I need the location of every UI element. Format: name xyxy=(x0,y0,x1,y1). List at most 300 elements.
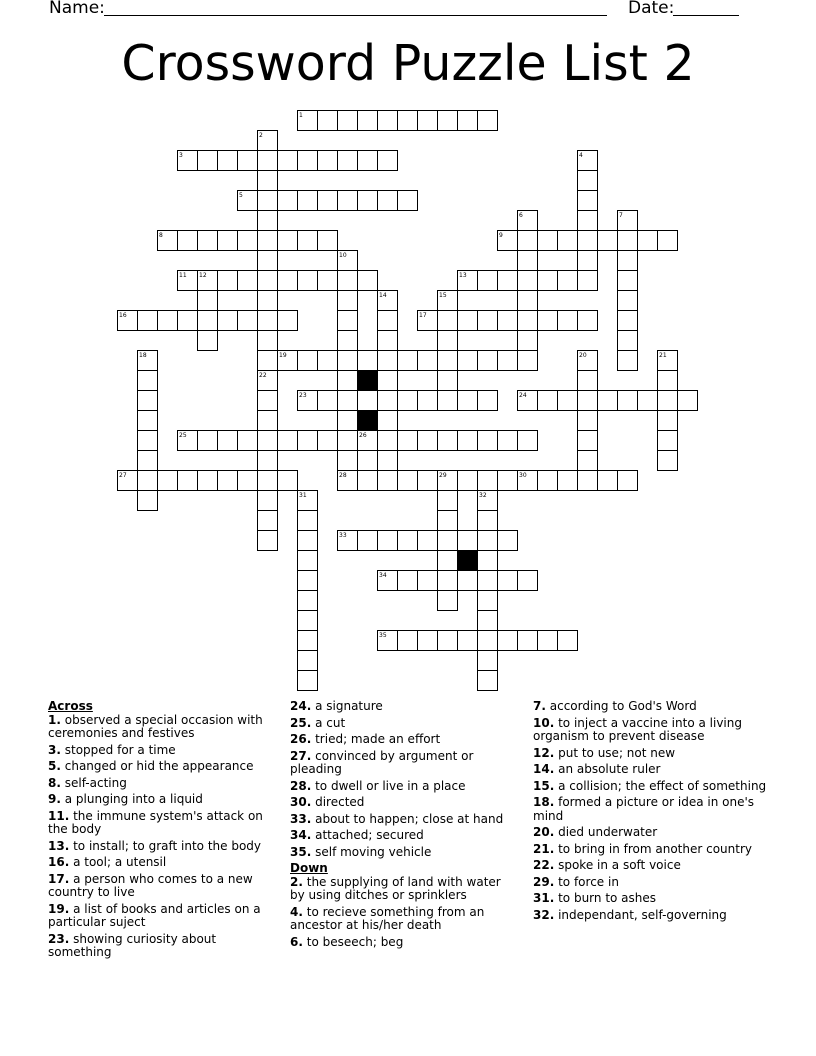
grid-cell[interactable] xyxy=(618,271,638,291)
grid-cell[interactable] xyxy=(258,271,278,291)
grid-cell[interactable] xyxy=(258,491,278,511)
grid-cell[interactable] xyxy=(558,391,578,411)
grid-cell[interactable] xyxy=(478,531,498,551)
clue-down-10: 10. to inject a vaccine into a living organism to prevent disease xyxy=(533,715,742,743)
grid-cell[interactable] xyxy=(518,331,538,351)
grid-cell[interactable] xyxy=(438,331,458,351)
grid-cell[interactable] xyxy=(218,431,238,451)
grid-cell[interactable] xyxy=(318,231,338,251)
grid-cell[interactable] xyxy=(238,311,258,331)
grid-cell[interactable] xyxy=(378,391,398,411)
grid-cell[interactable] xyxy=(298,611,318,631)
grid-cell[interactable] xyxy=(458,351,478,371)
grid-cell[interactable] xyxy=(458,111,478,131)
grid-cell[interactable] xyxy=(378,471,398,491)
grid-cell[interactable] xyxy=(378,351,398,371)
grid-cell[interactable] xyxy=(178,231,198,251)
grid-cell[interactable] xyxy=(658,371,678,391)
grid-cell[interactable] xyxy=(398,351,418,371)
grid-cell[interactable] xyxy=(258,431,278,451)
grid-cell[interactable] xyxy=(318,151,338,171)
grid-cell[interactable] xyxy=(518,291,538,311)
clue-down-31: 31. to burn to ashes xyxy=(533,891,657,905)
grid-cell[interactable] xyxy=(438,551,458,571)
grid-cell[interactable] xyxy=(478,651,498,671)
grid-cell[interactable] xyxy=(418,471,438,491)
grid-cell[interactable] xyxy=(338,291,358,311)
grid-cell[interactable] xyxy=(458,531,478,551)
grid-cell[interactable] xyxy=(578,191,598,211)
grid-cell[interactable] xyxy=(378,431,398,451)
grid-cell[interactable] xyxy=(518,311,538,331)
grid-cell[interactable] xyxy=(238,471,258,491)
grid-cell[interactable] xyxy=(138,491,158,511)
grid-cell[interactable] xyxy=(298,351,318,371)
grid-cell[interactable] xyxy=(298,231,318,251)
grid-cell[interactable] xyxy=(478,511,498,531)
grid-cell[interactable] xyxy=(658,231,678,251)
clues-column-3 xyxy=(533,700,773,925)
grid-cell[interactable] xyxy=(298,431,318,451)
grid-black-cell xyxy=(358,411,378,431)
grid-cell[interactable] xyxy=(138,371,158,391)
grid-cell[interactable] xyxy=(438,431,458,451)
cell-number: 21 xyxy=(659,352,667,359)
grid-cell[interactable] xyxy=(398,431,418,451)
grid-cell[interactable] xyxy=(438,491,458,511)
cell-number: 18 xyxy=(139,352,147,359)
grid-cell[interactable] xyxy=(478,271,498,291)
clue-across-11: 11. the immune system's attack on the body xyxy=(48,808,263,836)
grid-cell[interactable] xyxy=(418,391,438,411)
grid-cell[interactable] xyxy=(458,311,478,331)
grid-cell[interactable] xyxy=(298,591,318,611)
grid-cell[interactable] xyxy=(198,231,218,251)
grid-cell[interactable] xyxy=(398,391,418,411)
grid-cell[interactable] xyxy=(218,271,238,291)
clue-across-8: 8. self-acting xyxy=(48,775,127,790)
grid-cell[interactable] xyxy=(558,311,578,331)
grid-cell[interactable] xyxy=(198,331,218,351)
grid-cell[interactable] xyxy=(298,571,318,591)
grid-cell[interactable] xyxy=(298,651,318,671)
cell-number: 3 xyxy=(179,152,183,159)
grid-cell[interactable] xyxy=(318,271,338,291)
grid-cell[interactable] xyxy=(498,631,518,651)
grid-cell[interactable] xyxy=(418,351,438,371)
cell-number: 12 xyxy=(199,272,207,279)
grid-cell[interactable] xyxy=(358,271,378,291)
cell-number: 2 xyxy=(259,132,263,139)
cell-number: 14 xyxy=(379,292,387,299)
grid-cell[interactable] xyxy=(458,471,478,491)
grid-cell[interactable] xyxy=(278,151,298,171)
grid-cell[interactable] xyxy=(218,311,238,331)
grid-cell[interactable] xyxy=(338,111,358,131)
grid-cell[interactable] xyxy=(258,191,278,211)
grid-cell[interactable] xyxy=(278,271,298,291)
grid-cell[interactable] xyxy=(438,631,458,651)
grid-cell[interactable] xyxy=(258,511,278,531)
grid-cell[interactable] xyxy=(638,231,658,251)
grid-cell[interactable] xyxy=(338,331,358,351)
clue-across-13: 13. to install; to graft into the body xyxy=(48,838,262,853)
grid-cell[interactable] xyxy=(598,471,618,491)
grid-cell[interactable] xyxy=(458,631,478,651)
grid-cell[interactable] xyxy=(218,471,238,491)
grid-cell[interactable] xyxy=(378,531,398,551)
grid-cell[interactable] xyxy=(338,371,358,391)
grid-cell[interactable] xyxy=(258,391,278,411)
grid-cell[interactable] xyxy=(578,171,598,191)
grid-cell[interactable] xyxy=(618,351,638,371)
grid-cell[interactable] xyxy=(398,191,418,211)
grid-cell[interactable] xyxy=(358,351,378,371)
grid-cell[interactable] xyxy=(498,531,518,551)
grid-cell[interactable] xyxy=(478,551,498,571)
grid-cell[interactable] xyxy=(538,471,558,491)
grid-cell[interactable] xyxy=(578,251,598,271)
grid-cell[interactable] xyxy=(578,311,598,331)
grid-cell[interactable] xyxy=(298,191,318,211)
grid-cell[interactable] xyxy=(498,571,518,591)
grid-cell[interactable] xyxy=(498,311,518,331)
grid-cell[interactable] xyxy=(398,111,418,131)
grid-cell[interactable] xyxy=(158,311,178,331)
grid-cell[interactable] xyxy=(318,391,338,411)
grid-cell[interactable] xyxy=(518,351,538,371)
clue-down-20: 20. died underwater xyxy=(533,825,658,839)
grid-cell[interactable] xyxy=(378,371,398,391)
grid-cell[interactable] xyxy=(618,291,638,311)
grid-cell[interactable] xyxy=(138,431,158,451)
grid-cell[interactable] xyxy=(498,351,518,371)
grid-cell[interactable] xyxy=(418,531,438,551)
grid-cell[interactable] xyxy=(438,111,458,131)
cell-number: 28 xyxy=(339,472,347,479)
clue-across-34: 34. attached; secured xyxy=(290,828,424,842)
clue-across-35: 35. self moving vehicle xyxy=(290,844,432,859)
grid-cell[interactable] xyxy=(358,191,378,211)
grid-cell[interactable] xyxy=(338,191,358,211)
grid-cell[interactable] xyxy=(138,391,158,411)
grid-cell[interactable] xyxy=(518,631,538,651)
grid-cell[interactable] xyxy=(278,471,298,491)
grid-cell[interactable] xyxy=(478,111,498,131)
grid-cell[interactable] xyxy=(478,471,498,491)
grid-cell[interactable] xyxy=(538,311,558,331)
cell-number: 29 xyxy=(439,472,447,479)
grid-cell[interactable] xyxy=(258,311,278,331)
grid-cell[interactable] xyxy=(258,351,278,371)
grid-cell[interactable] xyxy=(298,671,318,691)
grid-cell[interactable] xyxy=(158,471,178,491)
grid-cell[interactable] xyxy=(258,151,278,171)
clue-down-22: 22. spoke in a soft voice xyxy=(533,858,681,872)
clue-down-29: 29. to force in xyxy=(533,874,619,889)
clue-across-27: 27. convinced by argument or pleading xyxy=(290,748,474,776)
cell-number: 6 xyxy=(519,212,523,219)
grid-cell[interactable] xyxy=(138,451,158,471)
grid-cell[interactable] xyxy=(318,111,338,131)
grid-cell[interactable] xyxy=(618,471,638,491)
grid-cell[interactable] xyxy=(578,211,598,231)
grid-cell[interactable] xyxy=(558,631,578,651)
cell-number: 1 xyxy=(299,112,303,119)
grid-cell[interactable] xyxy=(258,231,278,251)
clue-across-23: 23. showing curiosity about something xyxy=(48,931,217,959)
grid-cell[interactable] xyxy=(478,571,498,591)
grid-cell[interactable] xyxy=(198,291,218,311)
grid-cell[interactable] xyxy=(198,311,218,331)
grid-black-cell xyxy=(458,551,478,571)
grid-cell[interactable] xyxy=(598,391,618,411)
grid-cell[interactable] xyxy=(518,251,538,271)
grid-cell[interactable] xyxy=(338,151,358,171)
grid-cell[interactable] xyxy=(278,231,298,251)
grid-cell[interactable] xyxy=(338,411,358,431)
clue-across-33: 33. about to happen; close at hand xyxy=(290,811,504,826)
grid-cell[interactable] xyxy=(538,231,558,251)
grid-cell[interactable] xyxy=(218,151,238,171)
grid-cell[interactable] xyxy=(578,271,598,291)
cell-number: 34 xyxy=(379,572,387,579)
grid-cell[interactable] xyxy=(198,151,218,171)
grid-cell[interactable] xyxy=(358,531,378,551)
grid-cell[interactable] xyxy=(178,471,198,491)
grid-cell[interactable] xyxy=(358,111,378,131)
clue-across-25: 25. a cut xyxy=(290,715,346,730)
grid-cell[interactable] xyxy=(678,391,698,411)
grid-cell[interactable] xyxy=(218,231,238,251)
grid-cell[interactable] xyxy=(298,631,318,651)
grid-cell[interactable] xyxy=(398,571,418,591)
grid-cell[interactable] xyxy=(478,611,498,631)
grid-cell[interactable] xyxy=(418,571,438,591)
grid-cell[interactable] xyxy=(638,391,658,411)
grid-cell[interactable] xyxy=(458,391,478,411)
grid-cell[interactable] xyxy=(198,431,218,451)
grid-cell[interactable] xyxy=(438,391,458,411)
cell-number: 26 xyxy=(359,432,367,439)
grid-cell[interactable] xyxy=(478,591,498,611)
cell-number: 13 xyxy=(459,272,467,279)
cell-number: 33 xyxy=(339,532,347,539)
grid-cell[interactable] xyxy=(238,151,258,171)
grid-cell[interactable] xyxy=(438,371,458,391)
grid-cell[interactable] xyxy=(558,471,578,491)
grid-cell[interactable] xyxy=(578,411,598,431)
grid-cell[interactable] xyxy=(138,471,158,491)
grid-cell[interactable] xyxy=(458,431,478,451)
grid-cell[interactable] xyxy=(378,151,398,171)
grid-cell[interactable] xyxy=(378,411,398,431)
grid-cell[interactable] xyxy=(258,171,278,191)
grid-cell[interactable] xyxy=(258,251,278,271)
grid-cell[interactable] xyxy=(398,471,418,491)
grid-cell[interactable] xyxy=(538,271,558,291)
grid-cell[interactable] xyxy=(178,311,198,331)
grid-cell[interactable] xyxy=(518,431,538,451)
cell-number: 5 xyxy=(239,192,243,199)
grid-cell[interactable] xyxy=(558,231,578,251)
across-heading: Across xyxy=(48,699,93,713)
clue-down-7: 7. according to God's Word xyxy=(533,699,697,713)
grid-cell[interactable] xyxy=(378,111,398,131)
grid-cell[interactable] xyxy=(658,431,678,451)
grid-cell[interactable] xyxy=(358,471,378,491)
cell-number: 20 xyxy=(579,352,587,359)
grid-cell[interactable] xyxy=(438,351,458,371)
clue-across-5: 5. changed or hid the appearance xyxy=(48,759,254,773)
cell-number: 22 xyxy=(259,372,267,379)
grid-cell[interactable] xyxy=(198,471,218,491)
grid-cell[interactable] xyxy=(478,631,498,651)
grid-cell[interactable] xyxy=(358,151,378,171)
grid-cell[interactable] xyxy=(578,231,598,251)
grid-cell[interactable] xyxy=(498,431,518,451)
cell-number: 32 xyxy=(479,492,487,499)
grid-cell[interactable] xyxy=(258,411,278,431)
cell-number: 31 xyxy=(299,492,307,499)
grid-cell[interactable] xyxy=(518,271,538,291)
grid-cell[interactable] xyxy=(418,431,438,451)
cell-number: 4 xyxy=(579,152,583,159)
cell-number: 17 xyxy=(419,312,427,319)
grid-cell[interactable] xyxy=(238,231,258,251)
grid-cell[interactable] xyxy=(278,311,298,331)
grid-cell[interactable] xyxy=(538,391,558,411)
grid-cell[interactable] xyxy=(378,311,398,331)
cell-number: 10 xyxy=(339,252,347,259)
grid-cell[interactable] xyxy=(258,211,278,231)
clue-down-14: 14. an absolute ruler xyxy=(533,762,661,776)
grid-cell[interactable] xyxy=(338,431,358,451)
grid-cell[interactable] xyxy=(138,411,158,431)
grid-cell[interactable] xyxy=(618,231,638,251)
cell-number: 16 xyxy=(119,312,127,319)
grid-cell[interactable] xyxy=(258,291,278,311)
grid-cell[interactable] xyxy=(278,431,298,451)
grid-cell[interactable] xyxy=(578,471,598,491)
grid-cell[interactable] xyxy=(338,351,358,371)
clue-down-18: 18. formed a picture or idea in one's mind xyxy=(533,795,755,823)
grid-cell[interactable] xyxy=(378,451,398,471)
cell-number: 24 xyxy=(519,392,527,399)
grid-cell[interactable] xyxy=(478,351,498,371)
grid-cell[interactable] xyxy=(298,271,318,291)
grid-cell[interactable] xyxy=(258,451,278,471)
grid-cell[interactable] xyxy=(538,631,558,651)
grid-cell[interactable] xyxy=(438,531,458,551)
grid-cell[interactable] xyxy=(658,411,678,431)
grid-cell[interactable] xyxy=(338,391,358,411)
clue-across-3: 3. stopped for a time xyxy=(48,742,176,757)
grid-cell[interactable] xyxy=(258,471,278,491)
grid-cell[interactable] xyxy=(418,111,438,131)
grid-cell[interactable] xyxy=(438,511,458,531)
clue-down-6: 6. to beseech; beg xyxy=(290,934,404,949)
grid-cell[interactable] xyxy=(138,311,158,331)
grid-cell[interactable] xyxy=(318,191,338,211)
grid-cell[interactable] xyxy=(338,271,358,291)
clue-across-26: 26. tried; made an effort xyxy=(290,732,441,746)
clues-column-2 xyxy=(290,700,512,952)
clue-down-2: 2. the supplying of land with water by using ditches or sprinklers xyxy=(290,874,501,902)
grid-cell[interactable] xyxy=(338,311,358,331)
grid-cell[interactable] xyxy=(618,391,638,411)
grid-cell[interactable] xyxy=(258,531,278,551)
cell-number: 30 xyxy=(519,472,527,479)
grid-cell[interactable] xyxy=(298,551,318,571)
cell-number: 8 xyxy=(159,232,163,239)
cell-number: 11 xyxy=(179,272,187,279)
grid-cell[interactable] xyxy=(578,391,598,411)
clue-across-17: 17. a person who comes to a new country to live xyxy=(48,871,253,899)
clue-down-4: 4. to recieve something from an ancestor at his/her death xyxy=(290,904,485,932)
grid-cell[interactable] xyxy=(358,391,378,411)
grid-cell[interactable] xyxy=(398,631,418,651)
grid-cell[interactable] xyxy=(598,231,618,251)
clue-across-9: 9. a plunging into a liquid xyxy=(48,792,203,806)
grid-cell[interactable] xyxy=(578,451,598,471)
grid-cell[interactable] xyxy=(278,191,298,211)
grid-cell[interactable] xyxy=(298,151,318,171)
grid-cell[interactable] xyxy=(378,331,398,351)
grid-cell[interactable] xyxy=(498,271,518,291)
grid-cell[interactable] xyxy=(238,271,258,291)
grid-cell[interactable] xyxy=(318,431,338,451)
grid-cell[interactable] xyxy=(298,511,318,531)
grid-cell[interactable] xyxy=(518,231,538,251)
grid-cell[interactable] xyxy=(398,531,418,551)
clue-across-28: 28. to dwell or live in a place xyxy=(290,778,466,793)
grid-cell[interactable] xyxy=(578,371,598,391)
grid-cell[interactable] xyxy=(478,431,498,451)
grid-cell[interactable] xyxy=(618,251,638,271)
grid-cell[interactable] xyxy=(578,431,598,451)
grid-cell[interactable] xyxy=(318,351,338,371)
grid-cell[interactable] xyxy=(438,591,458,611)
grid-cell[interactable] xyxy=(258,331,278,351)
grid-cell[interactable] xyxy=(518,571,538,591)
grid-cell[interactable] xyxy=(478,391,498,411)
grid-cell[interactable] xyxy=(478,311,498,331)
cell-number: 25 xyxy=(179,432,187,439)
grid-cell[interactable] xyxy=(378,191,398,211)
grid-cell[interactable] xyxy=(338,451,358,471)
cell-number: 27 xyxy=(119,472,127,479)
down-heading: Down xyxy=(290,861,328,875)
grid-cell[interactable] xyxy=(478,671,498,691)
grid-cell[interactable] xyxy=(558,271,578,291)
grid-cell[interactable] xyxy=(618,311,638,331)
grid-cell[interactable] xyxy=(618,331,638,351)
grid-cell[interactable] xyxy=(498,471,518,491)
clue-down-12: 12. put to use; not new xyxy=(533,745,676,760)
cell-number: 23 xyxy=(299,392,307,399)
grid-cell[interactable] xyxy=(658,391,678,411)
grid-cell[interactable] xyxy=(458,571,478,591)
grid-cell[interactable] xyxy=(238,431,258,451)
grid-cell[interactable] xyxy=(658,451,678,471)
grid-cell[interactable] xyxy=(438,571,458,591)
clue-across-24: 24. a signature xyxy=(290,699,383,713)
grid-cell[interactable] xyxy=(298,531,318,551)
grid-cell[interactable] xyxy=(418,631,438,651)
grid-cell[interactable] xyxy=(438,311,458,331)
clue-down-32: 32. independant, self-governing xyxy=(533,907,727,922)
